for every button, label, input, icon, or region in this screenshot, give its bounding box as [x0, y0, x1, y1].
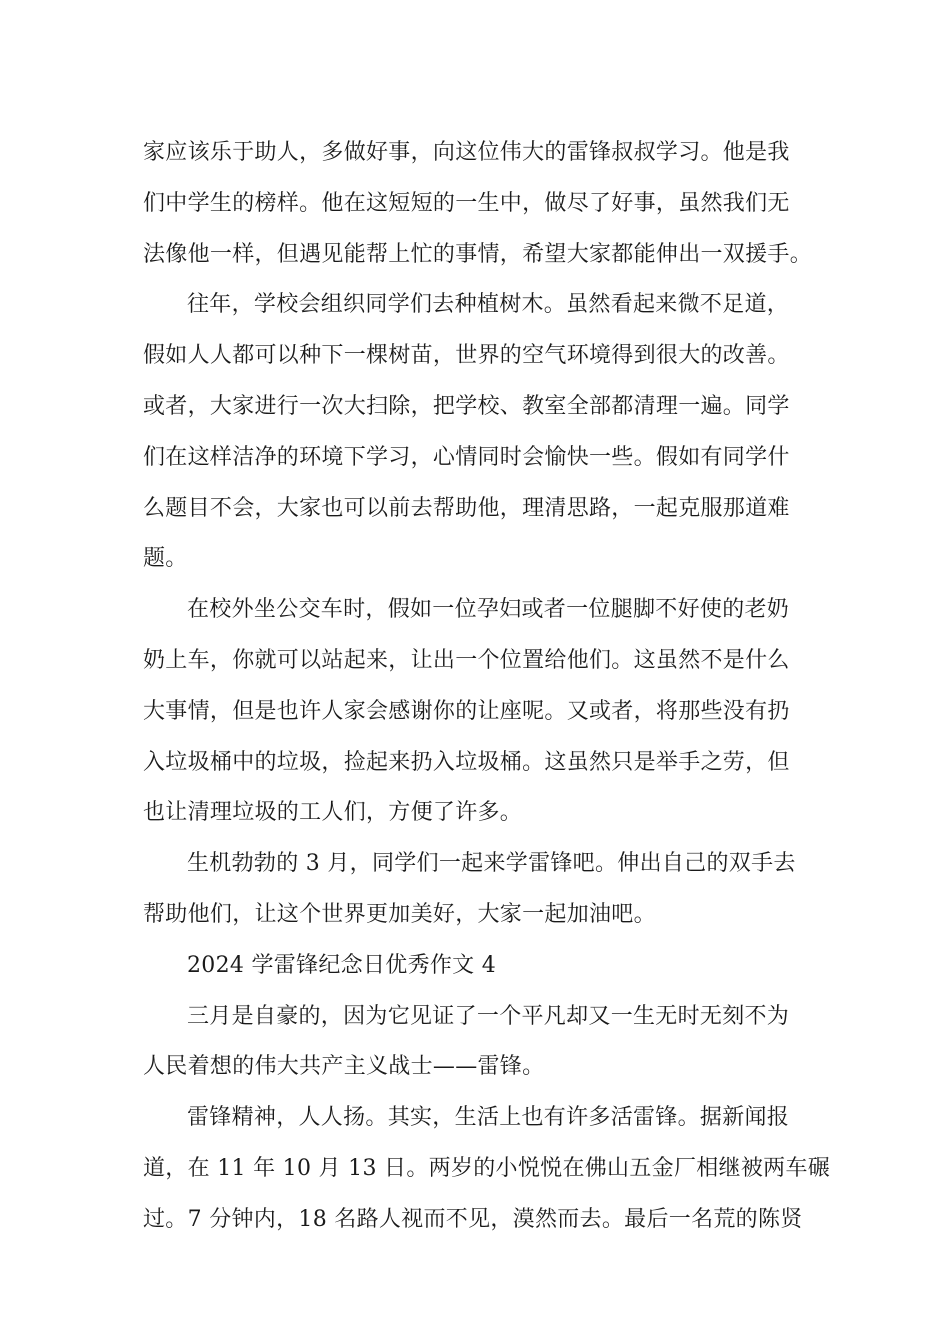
text-line: 往年，学校会组织同学们去种植树木。虽然看起来微不足道， [187, 292, 790, 318]
text-line: 们中学生的榜样。他在这短短的一生中，做尽了好事，虽然我们无 [143, 190, 790, 216]
text-line: 生机勃勃的 3 月，同学们一起来学雷锋吧。伸出自己的双手去 [187, 851, 796, 877]
document-body [143, 128, 831, 1246]
text-line: 雷锋精神，人人扬。其实，生活上也有许多活雷锋。据新闻报 [187, 1105, 790, 1131]
text-line: 在校外坐公交车时，假如一位孕妇或者一位腿脚不好使的老奶 [187, 597, 790, 623]
text-line: 法像他一样，但遇见能帮上忙的事情，希望大家都能伸出一双援手。 [143, 241, 813, 267]
text-line: 或者，大家进行一次大扫除，把学校、教室全部都清理一遍。同学 [143, 393, 790, 419]
text-line: 也让清理垃圾的工人们，方便了许多。 [143, 800, 523, 826]
text-line: 奶上车，你就可以站起来，让出一个位置给他们。这虽然不是什么 [143, 647, 790, 673]
text-line: 三月是自豪的，因为它见证了一个平凡却又一生无时无刻不为 [187, 1003, 790, 1029]
text-line: 入垃圾桶中的垃圾，捡起来扔入垃圾桶。这虽然只是举手之劳，但 [143, 749, 790, 775]
text-line: 帮助他们，让这个世界更加美好，大家一起加油吧。 [143, 901, 656, 927]
text-line: 大事情，但是也许人家会感谢你的让座呢。又或者，将那些没有扔 [143, 698, 790, 724]
text-line: 道，在 11 年 10 月 13 日。两岁的小悦悦在佛山五金厂相继被两车碾 [143, 1155, 831, 1181]
text-line: 么题目不会，大家也可以前去帮助他，理清思路，一起克服那道难 [143, 495, 790, 521]
text-line: 家应该乐于助人，多做好事，向这位伟大的雷锋叔叔学习。他是我 [143, 140, 790, 165]
text-line: 人民着想的伟大共产主义战士——雷锋。 [143, 1054, 545, 1080]
text-line: 们在这样洁净的环境下学习，心情同时会愉快一些。假如有同学什 [143, 444, 790, 470]
text-line: 2024 学雷锋纪念日优秀作文 4 [187, 952, 497, 978]
text-line: 假如人人都可以种下一棵树苗，世界的空气环境得到很大的改善。 [143, 343, 790, 369]
text-line: 题。 [143, 546, 188, 572]
text-line: 过。7 分钟内，18 名路人视而不见，漠然而去。最后一名荒的陈贤 [143, 1206, 803, 1232]
